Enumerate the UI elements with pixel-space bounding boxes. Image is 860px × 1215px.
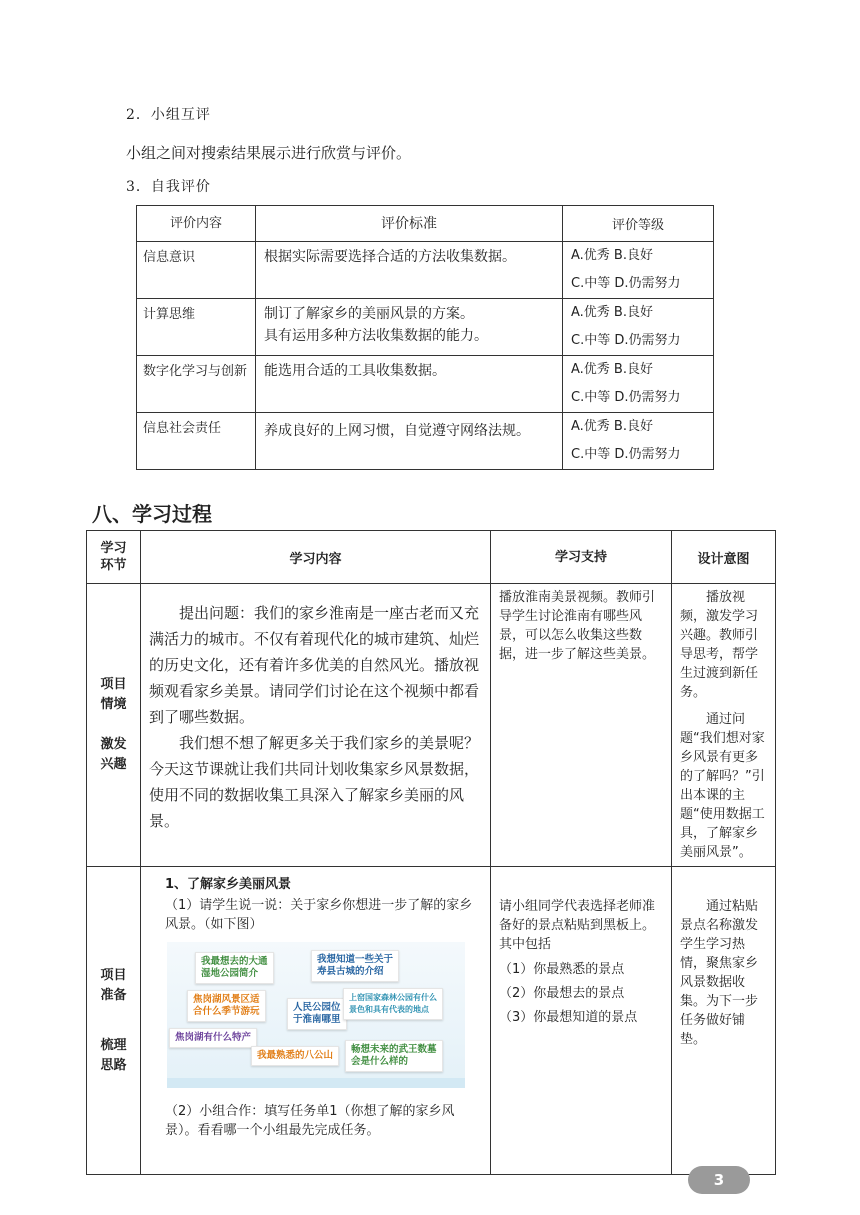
eval-criteria: 根据实际需要选择合适的方法收集数据。 (256, 242, 563, 299)
content-cell (141, 867, 491, 1175)
content-paragraph: 提出问题：我们的家乡淮南是一座古老而又充满活力的城市。不仅有着现代化的城市建筑、灿烂的历史文化，还有着许多优美的自然风光。播放视频观看家乡美景。请同学们讨论在这个视频中都看到了哪些数据。 (149, 604, 480, 726)
stage-label: 项目 情境 (100, 677, 127, 712)
eval-item: 数字化学习与创新 (137, 356, 256, 413)
sticky-note: 我想知道一些关于 寿县古城的介绍 (311, 950, 399, 982)
learning-process-table (86, 530, 776, 1175)
table-row (137, 242, 714, 299)
eval-grade: A.优秀 B.良好 C.中等 D.仍需努力 (563, 299, 714, 356)
proc-header: 设计意图 (672, 531, 776, 584)
scenery-notes-image (167, 942, 465, 1088)
support-item: （2）你最想去的景点 (499, 986, 625, 1001)
eval-grade: A.优秀 B.良好 C.中等 D.仍需努力 (563, 242, 714, 299)
sticky-note: 我最想去的大通 湿地公园简介 (195, 952, 274, 984)
eval-criteria: 能选用合适的工具收集数据。 (256, 356, 563, 413)
eval-header: 评价等级 (563, 206, 714, 242)
eval-grade: A.优秀 B.良好 C.中等 D.仍需努力 (563, 413, 714, 470)
eval-item: 计算思维 (137, 299, 256, 356)
self-eval-heading: 3．自我评价 (126, 179, 211, 195)
proc-header: 学习支持 (491, 531, 672, 584)
sticky-note: 上窑国家森林公园有什么 景色和具有代表的地点 (343, 988, 443, 1020)
proc-header: 学习内容 (141, 531, 491, 584)
support-cell: 播放淮南美景视频。教师引导学生讨论淮南有哪些风景，可以怎么收集这些数据，进一步了解这些美景。 (491, 584, 672, 867)
eval-criteria: 制订了解家乡的美丽风景的方案。 具有运用多种方法收集数据的能力。 (256, 299, 563, 356)
intent-cell: 通过粘贴景点名称激发学生学习热情，聚焦家乡风景数据收集。为下一步任务做好铺垫。 (672, 867, 776, 1175)
support-cell: 请小组同学代表选择老师准备好的景点粘贴到黑板上。其中包括 （1）你最熟悉的景点 （2）你最想去的景点 （3）你最想知道的景点 (491, 867, 672, 1175)
stage-label: 激发 兴趣 (100, 737, 127, 772)
image-baseline (167, 1078, 465, 1088)
table-row (137, 299, 714, 356)
content-paragraph: 我们想不想了解更多关于我们家乡的美景呢？今天这节课就让我们共同计划收集家乡风景数据，使用不同的数据收集工具深入了解家乡美丽的风景。 (149, 734, 480, 830)
content-step: （2）小组合作：填写任务单1（你想了解的家乡风景）。看看哪一个小组最先完成任务。 (165, 1104, 455, 1138)
table-row (137, 413, 714, 470)
sticky-note: 畅想未来的武王数墓 会是什么样的 (345, 1040, 443, 1072)
eval-header: 评价内容 (137, 206, 256, 242)
eval-grade: A.优秀 B.良好 C.中等 D.仍需努力 (563, 356, 714, 413)
table-row (137, 356, 714, 413)
table-row (87, 584, 776, 867)
section-heading: 八、学习过程 (92, 502, 212, 526)
support-item: （3）你最想知道的景点 (499, 1010, 638, 1025)
support-item: （1）你最熟悉的景点 (499, 962, 625, 977)
eval-criteria: 养成良好的上网习惯，自觉遵守网络法规。 (256, 413, 563, 470)
content-step: （1）请学生说一说：关于家乡你想进一步了解的家乡风景。（如下图） (165, 898, 473, 932)
sticky-note: 我最熟悉的八公山 (251, 1046, 339, 1066)
table-row (87, 867, 776, 1175)
self-evaluation-table (136, 205, 714, 470)
proc-header: 学习 环节 (87, 531, 141, 584)
sticky-note: 焦岗湖有什么特产 (169, 1028, 257, 1048)
stage-label: 项目 准备 (100, 967, 127, 1003)
eval-item: 信息社会责任 (137, 413, 256, 470)
sticky-note: 焦岗湖风景区适 合什么季节游玩 (187, 990, 266, 1022)
eval-item: 信息意识 (137, 242, 256, 299)
peer-review-heading: 2．小组互评 (126, 107, 211, 123)
eval-header: 评价标准 (256, 206, 563, 242)
page-number: 3 (688, 1166, 750, 1194)
stage-cell (87, 584, 141, 867)
intent-cell: 播放视频，激发学习兴趣。教师引导思考，帮学生过渡到新任务。 通过问题“我们想对家乡风景有更多的了解吗？”引出本课的主题“使用数据工具，了解家乡美丽风景”。 (672, 584, 776, 867)
content-cell (141, 584, 491, 867)
stage-cell (87, 867, 141, 1175)
sticky-note: 人民公园位 于淮南哪里 (287, 998, 347, 1030)
peer-review-text: 小组之间对搜索结果展示进行欣赏与评价。 (126, 144, 412, 162)
stage-label: 梳理 思路 (100, 1037, 127, 1073)
content-title: 1、了解家乡美丽风景 (165, 877, 292, 892)
